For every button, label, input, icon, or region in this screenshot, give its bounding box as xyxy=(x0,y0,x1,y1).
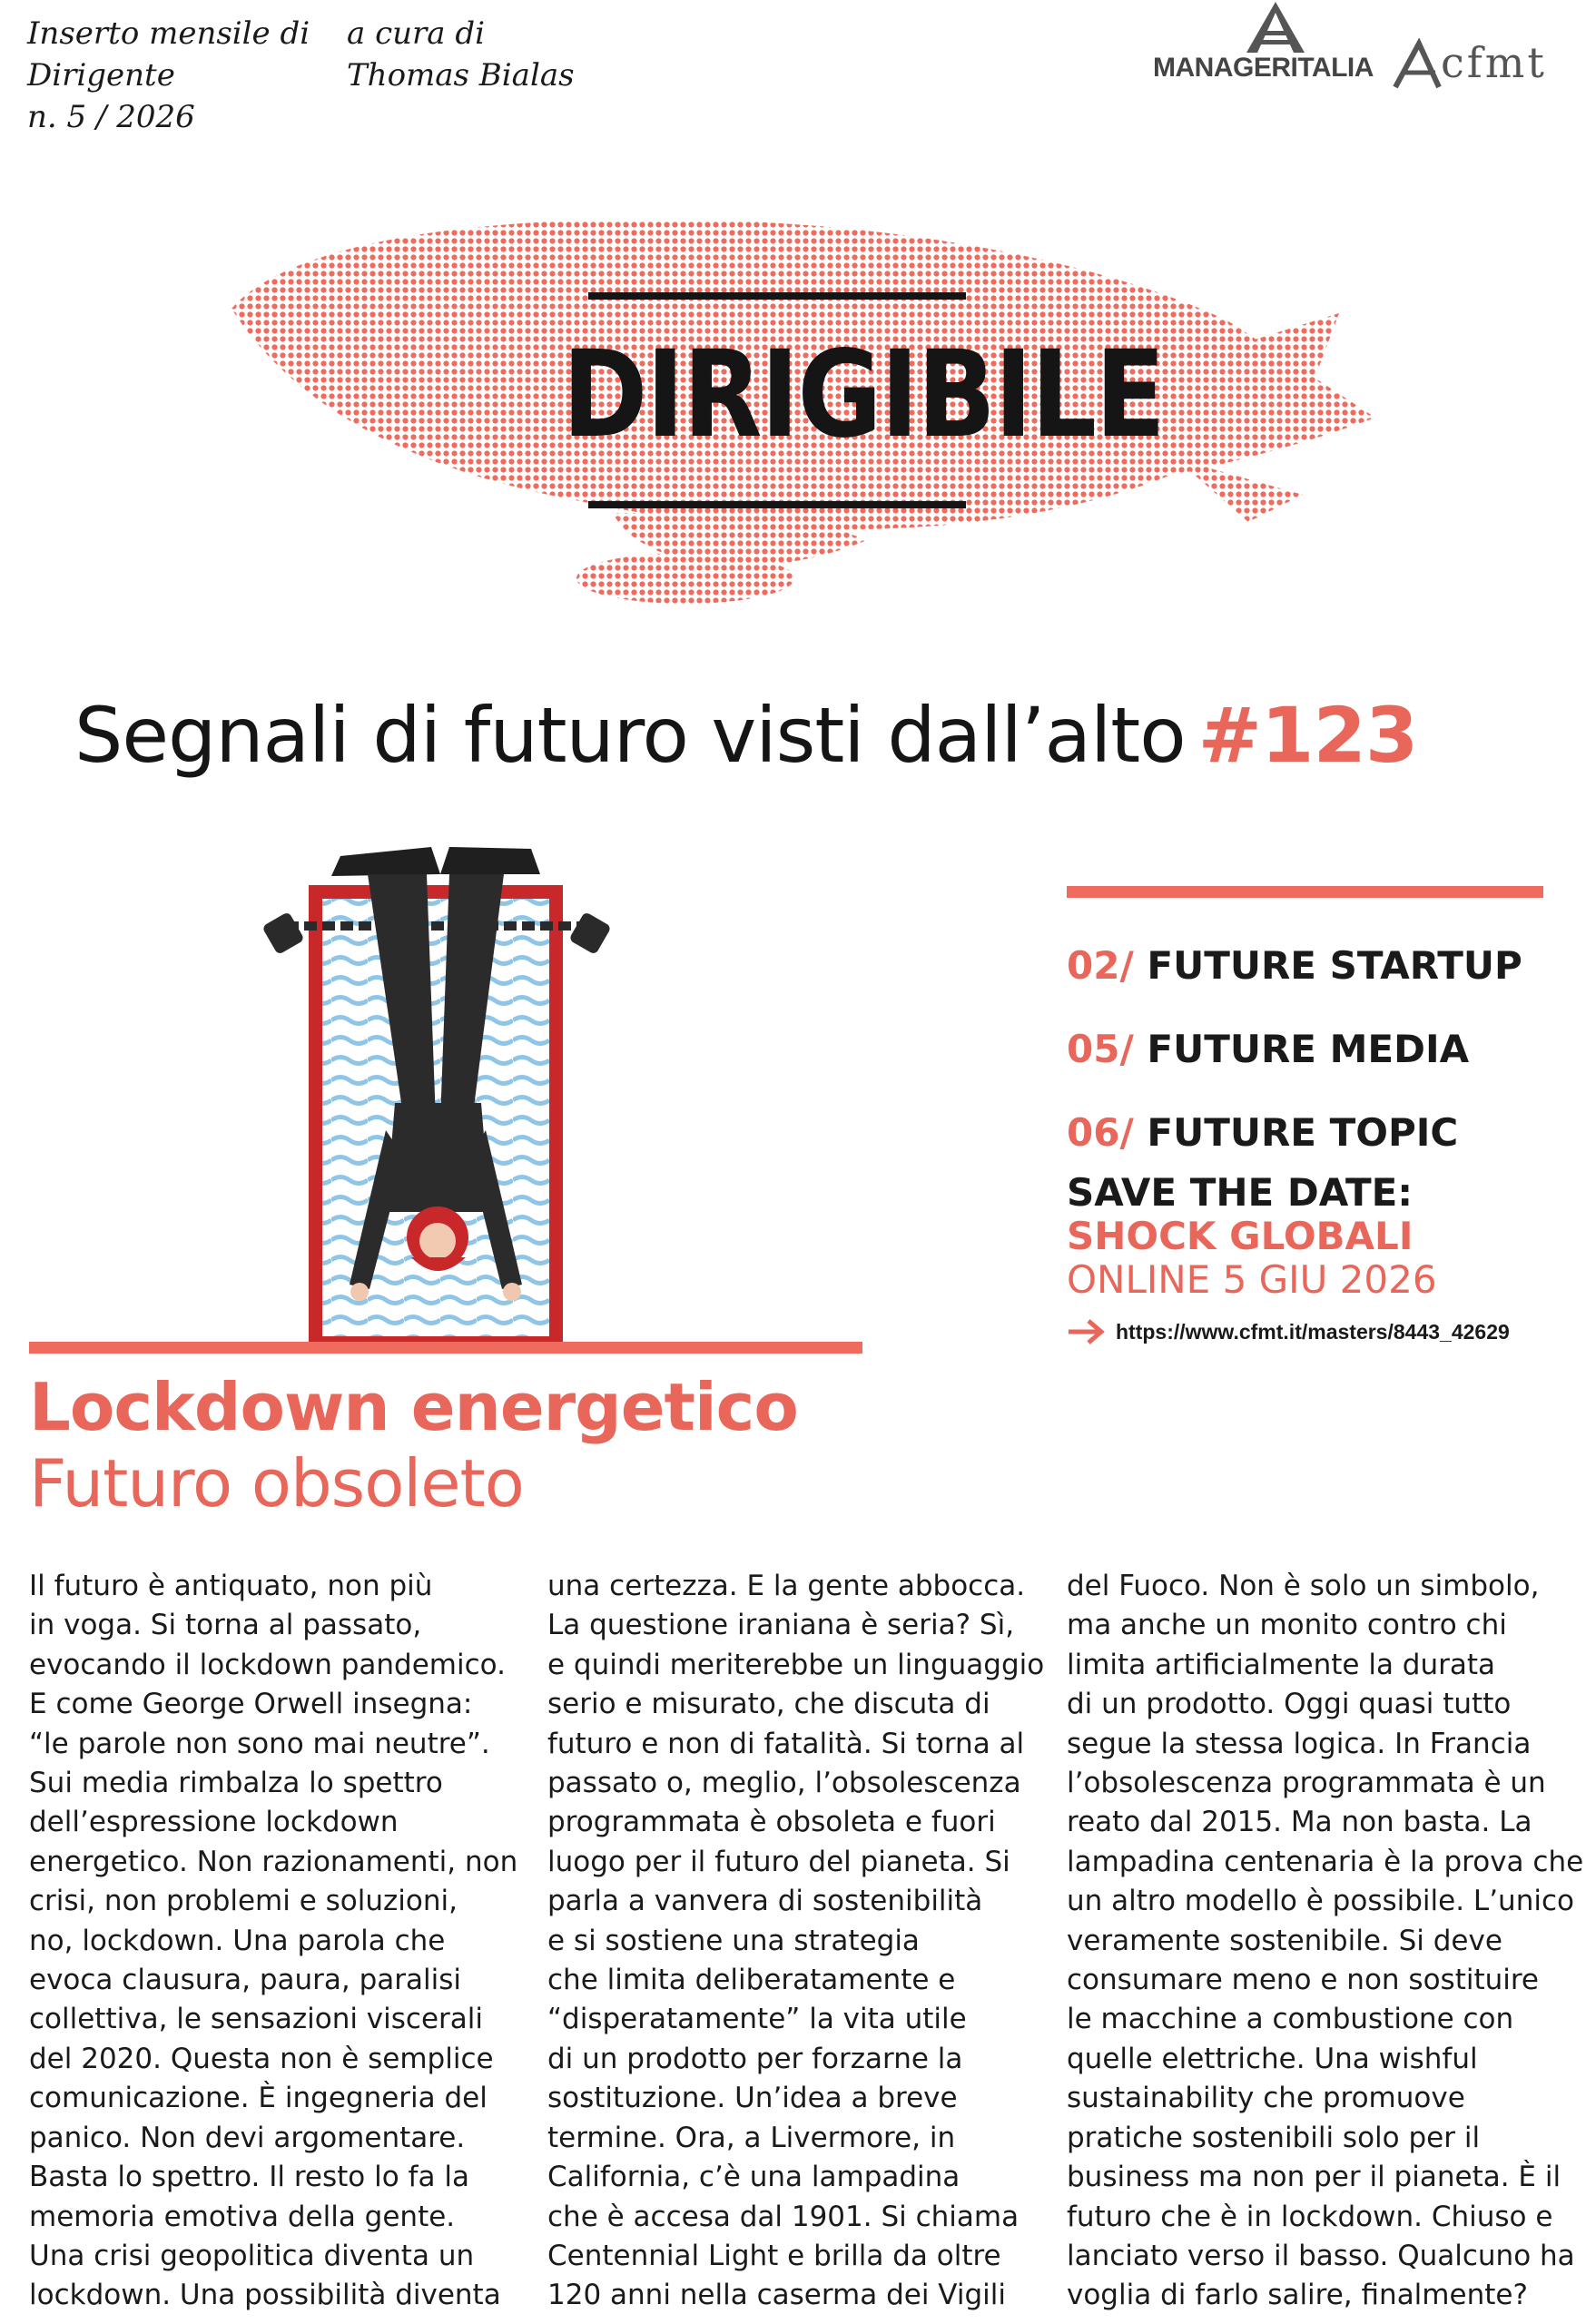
article-line: Centennial Light e brilla da oltre xyxy=(547,2239,1001,2272)
article-line: “le parole non sono mai neutre”. xyxy=(29,1727,490,1760)
article-line: e si sostiene una strategia xyxy=(547,1924,920,1957)
lockdown-illustration xyxy=(259,831,622,1353)
index-item[interactable] xyxy=(1067,1008,1575,1091)
manageritalia-logo-icon xyxy=(1221,0,1330,54)
article-line: termine. Ora, a Livermore, in xyxy=(547,2121,956,2154)
article-line: evocando il lockdown pandemico. xyxy=(29,1648,506,1681)
title-rule-top xyxy=(588,292,966,300)
article-line: Basta lo spettro. Il resto lo fa la xyxy=(29,2161,469,2194)
title-rule-bottom xyxy=(588,501,966,508)
article-line: evoca clausura, paura, paralisi xyxy=(29,1964,462,1997)
article-line: collettiva, le sensazioni viscerali xyxy=(29,2003,483,2036)
article-line: lanciato verso il basso. Qualcuno ha xyxy=(1067,2239,1575,2272)
article-line: di un prodotto per forzarne la xyxy=(547,2042,963,2075)
publication-line: Dirigente xyxy=(27,57,175,94)
article-headline: Lockdown energetico xyxy=(29,1369,798,1445)
article-line: pratiche sostenibili solo per il xyxy=(1067,2121,1481,2154)
article-line: reato dal 2015. Ma non basta. La xyxy=(1067,1806,1532,1839)
article-line: ma anche un monito contro chi xyxy=(1067,1609,1507,1642)
contents-index xyxy=(1067,924,1575,1175)
save-the-date xyxy=(1067,1171,1437,1302)
article-line: 120 anni nella caserma dei Vigili xyxy=(547,2279,1006,2312)
arrow-right-icon xyxy=(1067,1318,1107,1345)
article-line: business ma non per il pianeta. È il xyxy=(1067,2161,1561,2194)
article-line: serio e misurato, che discuta di xyxy=(547,1688,990,1721)
article-line: le macchine a combustione con xyxy=(1067,2003,1514,2036)
article-line: comunicazione. È ingegneria del xyxy=(29,2082,488,2115)
article-line: programmata è obsoleta e fuori xyxy=(547,1806,996,1839)
article-line: E come George Orwell insegna: xyxy=(29,1688,473,1721)
article-rule xyxy=(29,1342,862,1354)
article-line: energetico. Non razionamenti, non xyxy=(29,1845,518,1878)
event-link[interactable] xyxy=(1067,1318,1510,1345)
save-the-date-label: SAVE THE DATE: xyxy=(1067,1170,1414,1215)
article-line: di un prodotto. Oggi quasi tutto xyxy=(1067,1688,1512,1721)
article-line: sustainability che promuove xyxy=(1067,2082,1465,2115)
article-line: luogo per il futuro del pianeta. Si xyxy=(547,1845,1010,1878)
magazine-subtitle xyxy=(74,690,1417,781)
cfmt-logo-text: cfmt xyxy=(1441,38,1547,87)
article-line: l’obsolescenza programmata è un xyxy=(1067,1767,1546,1800)
article-subheadline: Futuro obsoleto xyxy=(29,1445,524,1521)
article-line: lampadina centenaria è la prova che xyxy=(1067,1845,1584,1878)
event-details: ONLINE 5 GIU 2026 xyxy=(1067,1257,1437,1302)
index-item-number: 06/ xyxy=(1067,1110,1134,1155)
article-line: del 2020. Questa non è semplice xyxy=(29,2042,494,2075)
article-line: parla a vanvera di sostenibilità xyxy=(547,1885,983,1918)
index-rule xyxy=(1067,886,1543,898)
index-item-label: FUTURE STARTUP xyxy=(1147,943,1522,988)
article-line: un altro modello è possibile. L’unico xyxy=(1067,1885,1574,1918)
index-item-number: 02/ xyxy=(1067,943,1134,988)
article-line: che è accesa dal 1901. Si chiama xyxy=(547,2200,1020,2233)
article-line: futuro che è in lockdown. Chiuso e xyxy=(1067,2200,1553,2233)
article-line: futuro e non di fatalità. Si torna al xyxy=(547,1727,1025,1760)
article-line: sostituzione. Un’idea a breve xyxy=(547,2082,958,2115)
manageritalia-logo-text: MANAGERITALIA xyxy=(1153,53,1374,83)
article-line: “disperatamente” la vita utile xyxy=(547,2003,967,2036)
editor-line: Thomas Bialas xyxy=(347,57,575,94)
article-line: Il futuro è antiquato, non più xyxy=(29,1570,433,1602)
article-line: passato o, meglio, l’obsolescenza xyxy=(547,1767,1021,1800)
publisher-logos xyxy=(1148,0,1557,100)
article-line: crisi, non problemi e soluzioni, xyxy=(29,1885,458,1918)
article-line: voglia di farlo salire, finalmente? xyxy=(1067,2279,1528,2312)
article-line: che limita deliberatamente e xyxy=(547,1964,956,1997)
issue-number: #123 xyxy=(1197,691,1418,780)
article-line: La questione iraniana è seria? Sì, xyxy=(547,1609,1015,1642)
article-line: no, lockdown. Una parola che xyxy=(29,1924,446,1957)
publication-info xyxy=(27,13,310,138)
event-url: https://www.cfmt.it/masters/8443_42629 xyxy=(1116,1319,1510,1344)
article-line: una certezza. E la gente abbocca. xyxy=(547,1570,1026,1602)
article-line: in voga. Si torna al passato, xyxy=(29,1609,422,1642)
magazine-title: DIRIGIBILE xyxy=(562,325,1165,465)
article-column-2 xyxy=(547,1567,1044,2316)
subtitle-text: Segnali di futuro visti dall’alto xyxy=(74,691,1186,780)
article-line: e quindi meriterebbe un linguaggio xyxy=(547,1648,1045,1681)
event-name: SHOCK GLOBALI xyxy=(1067,1214,1414,1258)
article-line: dell’espressione lockdown xyxy=(29,1806,399,1839)
article-column-3 xyxy=(1067,1567,1583,2316)
article-line: Una crisi geopolitica diventa un xyxy=(29,2239,475,2272)
publication-line: Inserto mensile di xyxy=(27,15,310,52)
article-line: quelle elettriche. Una wishful xyxy=(1067,2042,1478,2075)
editor-line: a cura di xyxy=(347,15,485,52)
article-line: limita artificialmente la durata xyxy=(1067,1648,1496,1681)
article-line: California, c’è una lampadina xyxy=(547,2161,960,2194)
article-line: Sui media rimbalza lo spettro xyxy=(29,1767,443,1800)
article-column-1 xyxy=(29,1567,517,2316)
editor-info xyxy=(347,13,575,96)
article-line: memoria emotiva della gente. xyxy=(29,2200,456,2233)
index-item-label: FUTURE TOPIC xyxy=(1147,1110,1459,1155)
article-line: lockdown. Una possibilità diventa xyxy=(29,2279,501,2312)
article-line: consumare meno e non sostituire xyxy=(1067,1964,1540,1997)
index-item[interactable] xyxy=(1067,924,1575,1008)
publication-line: n. 5 / 2026 xyxy=(27,99,195,135)
article-line: del Fuoco. Non è solo un simbolo, xyxy=(1067,1570,1540,1602)
index-item-number: 05/ xyxy=(1067,1027,1134,1071)
article-line: segue la stessa logica. In Francia xyxy=(1067,1727,1532,1760)
article-line: veramente sostenibile. Si deve xyxy=(1067,1924,1502,1957)
cfmt-logo-icon xyxy=(1392,38,1446,93)
index-item[interactable] xyxy=(1067,1091,1575,1175)
index-item-label: FUTURE MEDIA xyxy=(1147,1027,1470,1071)
article-line: panico. Non devi argomentare. xyxy=(29,2121,466,2154)
